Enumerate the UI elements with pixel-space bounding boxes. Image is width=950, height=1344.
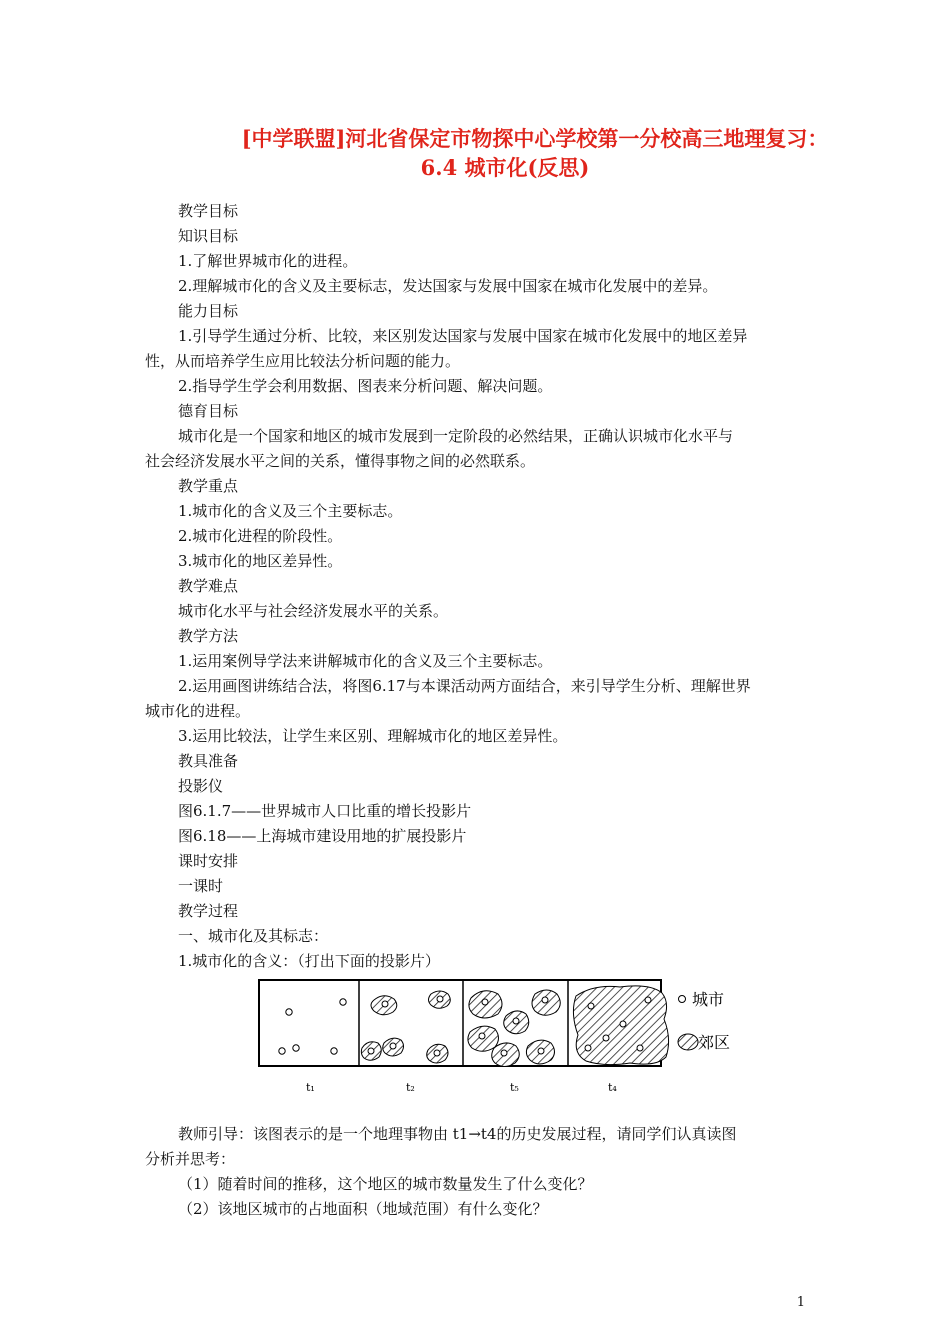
text-line: 1.城市化的含义：（打出下面的投影片） — [178, 952, 440, 970]
city-dot — [501, 1050, 507, 1056]
city-dot — [437, 996, 443, 1002]
city-dot — [368, 1048, 374, 1054]
legend-city-label: 城市 — [692, 990, 725, 1009]
text-line: 1.运用案例导学法来讲解城市化的含义及三个主要标志。 — [178, 652, 553, 670]
text-line: 课时安排 — [178, 852, 239, 870]
city-dot — [513, 1018, 519, 1024]
city-dot — [538, 1048, 544, 1054]
text-line: 教学目标 — [178, 202, 239, 220]
city-dot — [479, 1033, 485, 1039]
city-dot — [542, 997, 548, 1003]
text-line: 1.引导学生通过分析、比较，来区别发达国家与发展中国家在城市化发展中的地区差异 — [178, 327, 748, 345]
text-line: 2.指导学生学会利用数据、图表来分析问题、解决问题。 — [178, 377, 553, 395]
text-line: 1.了解世界城市化的进程。 — [178, 252, 358, 270]
panel-label: t₂ — [406, 1081, 415, 1094]
urbanization-diagram — [258, 978, 738, 1103]
text-line: 1.城市化的含义及三个主要标志。 — [178, 502, 403, 520]
text-line: 教学过程 — [178, 902, 239, 920]
text-line: 图6.1.7——世界城市人口比重的增长投影片 — [178, 802, 472, 820]
panel-t1 — [279, 999, 346, 1054]
page-number: 1 — [796, 1295, 805, 1310]
city-dot — [620, 1021, 626, 1027]
text-line: 2.运用画图讲练结合法，将图6.17与本课活动两方面结合，来引导学生分析、理解世界 — [178, 677, 751, 695]
text-line: 知识目标 — [178, 227, 239, 245]
city-dot — [434, 1050, 440, 1056]
legend-suburb-icon — [678, 1034, 698, 1050]
legend — [678, 990, 730, 1052]
text-line: 分析并思考： — [145, 1150, 236, 1168]
text-line: 教学方法 — [178, 627, 239, 645]
text-line: （1）随着时间的推移，这个地区的城市数量发生了什么变化？ — [178, 1175, 593, 1193]
city-dot — [603, 1035, 609, 1041]
panel-label: t₄ — [608, 1081, 617, 1094]
panel-t3 — [468, 990, 560, 1067]
text-line: 教师引导：该图表示的是一个地理事物由 t1→t4的历史发展过程，请同学们认真读图 — [178, 1125, 737, 1143]
panel-label: t₁ — [306, 1081, 315, 1094]
city-dot — [637, 1045, 643, 1051]
city-dot — [588, 1003, 594, 1009]
text-line: 教学难点 — [178, 577, 239, 595]
legend-suburb-label: 郊区 — [698, 1033, 731, 1052]
text-line: 一课时 — [178, 877, 224, 895]
city-dot — [482, 999, 488, 1005]
panel-label: t₅ — [510, 1081, 519, 1094]
legend-city-icon — [679, 996, 686, 1003]
text-line: 2.城市化进程的阶段性。 — [178, 527, 343, 545]
city-dot — [286, 1009, 292, 1015]
text-line: 教具准备 — [178, 752, 239, 770]
text-line: 3.城市化的地区差异性。 — [178, 552, 343, 570]
text-line: 2.理解城市化的含义及主要标志，发达国家与发展中国家在城市化发展中的差异。 — [178, 277, 718, 295]
city-dot — [340, 999, 346, 1005]
text-line: （2）该地区城市的占地面积（地域范围）有什么变化？ — [178, 1200, 548, 1218]
city-dot — [645, 997, 651, 1003]
panel-t2 — [361, 991, 450, 1063]
text-line: 城市化水平与社会经济发展水平的关系。 — [178, 602, 449, 620]
text-line: 3.运用比较法，让学生来区别、理解城市化的地区差异性。 — [178, 727, 568, 745]
city-dot — [585, 1045, 591, 1051]
text-line: 能力目标 — [178, 302, 239, 320]
text-line: 图6.18——上海城市建设用地的扩展投影片 — [178, 827, 467, 845]
text-line: 一、城市化及其标志： — [178, 927, 329, 945]
city-dot — [390, 1043, 396, 1049]
city-dot — [293, 1045, 299, 1051]
text-line: 德育目标 — [178, 402, 239, 420]
text-line: 城市化的进程。 — [145, 702, 251, 720]
text-line: 性，从而培养学生应用比较法分析问题的能力。 — [145, 352, 461, 370]
city-dot — [279, 1048, 285, 1054]
panel-t4 — [573, 986, 668, 1065]
text-line: 社会经济发展水平之间的关系，懂得事物之间的必然联系。 — [145, 452, 536, 470]
text-line: 城市化是一个国家和地区的城市发展到一定阶段的必然结果，正确认识城市化水平与 — [178, 427, 734, 445]
text-line: 教学重点 — [178, 477, 239, 495]
doc-title-line-2: 6.4 城市化(反思) — [420, 155, 590, 180]
doc-title-line-1: [中学联盟]河北省保定市物探中心学校第一分校高三地理复习： — [241, 126, 829, 151]
text-line: 投影仪 — [178, 777, 224, 795]
city-dot — [331, 1048, 337, 1054]
city-dot — [382, 1001, 388, 1007]
